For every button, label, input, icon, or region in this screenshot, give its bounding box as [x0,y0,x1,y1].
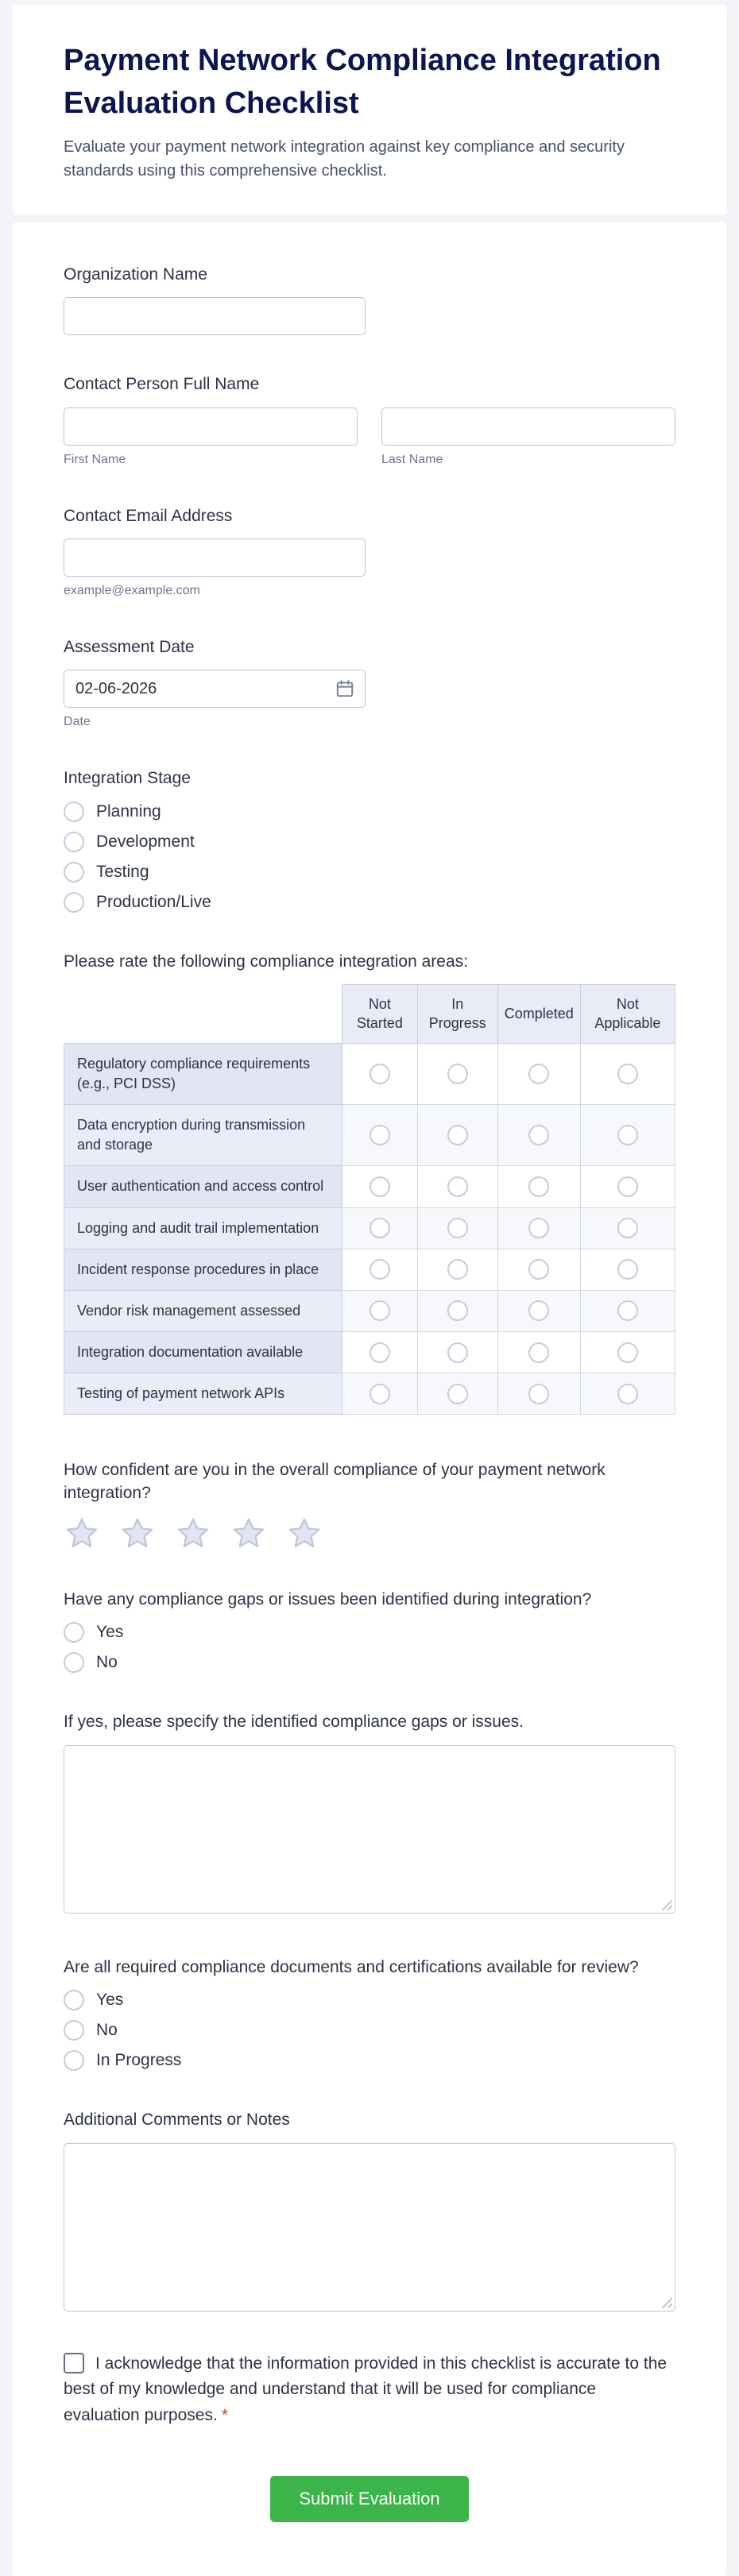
radio-option-yes[interactable] [64,1990,675,2010]
matrix-row-label: User authentication and access control [64,1166,342,1207]
matrix-radio[interactable] [617,1384,638,1404]
radio-option-label: In Progress [96,2051,182,2070]
matrix-radio[interactable] [528,1064,549,1084]
matrix-row-label: Vendor risk management assessed [64,1290,342,1331]
assessment-date-input[interactable] [64,670,366,708]
radio-option-planning[interactable] [64,801,675,822]
organization-name-input[interactable] [64,297,366,335]
star-icon[interactable] [230,1516,267,1551]
matrix-radio[interactable] [370,1176,390,1197]
contact-email-label: Contact Email Address [64,506,233,525]
contact-name-label: Contact Person Full Name [64,375,260,394]
matrix-radio[interactable] [528,1342,549,1363]
star-icon[interactable] [175,1516,211,1551]
matrix-col-header-completed: Completed [497,984,580,1043]
matrix-radio[interactable] [447,1384,468,1404]
radio-option-label: No [96,2021,118,2040]
required-asterisk: * [221,2405,228,2424]
matrix-radio[interactable] [370,1218,390,1238]
comments-textarea[interactable] [64,2143,675,2311]
matrix-row-label: Data encryption during transmission and storage [64,1104,342,1165]
calendar-icon[interactable] [335,678,355,699]
matrix-radio[interactable] [617,1176,638,1197]
gaps-identified-label: Have any compliance gaps or issues been identified during integration? [64,1590,592,1609]
star-icon[interactable] [119,1516,156,1551]
question-assessment-date [64,636,675,729]
matrix-radio[interactable] [447,1218,468,1238]
matrix-radio[interactable] [528,1125,549,1145]
radio-icon [64,892,84,913]
comments-label: Additional Comments or Notes [64,2111,290,2130]
radio-icon [64,862,84,882]
matrix-row-label: Regulatory compliance requirements (e.g., PCI DSS) [64,1043,342,1104]
form-title: Payment Network Compliance Integration Evaluation Checklist [64,44,661,120]
radio-option-label: Development [96,832,195,851]
matrix-radio[interactable] [370,1125,390,1145]
docs-available-label: Are all required compliance documents and certifications available for review? [64,1957,639,1976]
radio-option-label: Yes [96,1991,124,2010]
question-confidence-rating [64,1459,675,1551]
matrix-radio[interactable] [528,1384,549,1404]
radio-icon [64,1990,84,2010]
radio-icon [64,2050,84,2071]
matrix-radio[interactable] [370,1384,390,1404]
question-contact-email [64,505,675,598]
contact-email-input[interactable] [64,539,366,577]
radio-option-testing[interactable] [64,862,675,882]
matrix-radio[interactable] [617,1064,638,1084]
form-body [13,222,726,2576]
matrix-col-header-not-started: Not Started [342,984,418,1043]
matrix-row-authentication [64,1166,675,1207]
question-contact-name [64,373,675,466]
matrix-col-header-in-progress: In Progress [417,984,497,1043]
form-subtitle: Evaluate your payment network integration against key compliance and security standards using this comprehensive checklist. [64,137,625,180]
first-name-input[interactable] [64,407,358,446]
question-organization-name [64,264,675,335]
matrix-radio[interactable] [617,1300,638,1321]
matrix-row-vendor-risk [64,1290,675,1331]
first-name-sublabel: First Name [64,452,126,466]
radio-option-yes[interactable] [64,1622,675,1643]
radio-option-label: Testing [96,862,149,881]
star-icon[interactable] [64,1516,100,1551]
matrix-radio[interactable] [370,1064,390,1084]
question-integration-stage [64,767,675,912]
confidence-rating-label: How confident are you in the overall compliance of your payment network integration? [64,1461,606,1502]
matrix-radio[interactable] [617,1218,638,1238]
compliance-matrix-label: Please rate the following compliance integration areas: [64,952,468,971]
submit-row [64,2476,675,2522]
contact-email-sublabel: example@example.com [64,583,200,597]
matrix-radio[interactable] [617,1259,638,1280]
matrix-radio[interactable] [447,1125,468,1145]
radio-option-development[interactable] [64,832,675,852]
matrix-radio[interactable] [617,1125,638,1145]
matrix-radio[interactable] [447,1176,468,1197]
radio-icon [64,1622,84,1643]
radio-option-label: Yes [96,1623,124,1642]
radio-option-in-progress[interactable] [64,2050,675,2071]
submit-button[interactable]: Submit Evaluation [270,2476,468,2522]
matrix-radio[interactable] [528,1176,549,1197]
matrix-radio[interactable] [370,1300,390,1321]
gaps-detail-textarea[interactable] [64,1745,675,1914]
matrix-row-incident-response [64,1249,675,1290]
matrix-radio[interactable] [447,1300,468,1321]
radio-icon [64,832,84,852]
question-docs-available [64,1956,675,2071]
question-gaps-detail [64,1711,675,1913]
matrix-radio[interactable] [617,1342,638,1363]
assessment-date-label: Assessment Date [64,637,195,656]
gaps-detail-label: If yes, please specify the identified compliance gaps or issues. [64,1713,524,1732]
assessment-date-sublabel: Date [64,715,91,729]
last-name-sublabel: Last Name [381,452,443,466]
compliance-matrix [64,984,675,1415]
radio-icon [64,1652,84,1673]
radio-option-label: Production/Live [96,892,211,911]
star-icon[interactable] [286,1516,323,1551]
matrix-corner-cell [64,984,342,1043]
matrix-radio[interactable] [528,1218,549,1238]
radio-option-no[interactable] [64,1652,675,1673]
matrix-row-api-testing [64,1373,675,1415]
organization-name-label: Organization Name [64,265,207,284]
radio-icon [64,2020,84,2041]
matrix-row-label: Testing of payment network APIs [64,1373,342,1415]
matrix-radio[interactable] [528,1300,549,1321]
matrix-radio[interactable] [447,1342,468,1363]
star-rating [64,1516,675,1551]
radio-option-label: Planning [96,801,161,821]
matrix-radio[interactable] [370,1342,390,1363]
last-name-input[interactable] [381,407,675,446]
radio-icon [64,801,84,822]
matrix-radio[interactable] [370,1259,390,1280]
matrix-row-regulatory [64,1043,675,1104]
radio-option-production-live[interactable] [64,892,675,913]
matrix-col-header-not-applicable: Not Applicable [580,984,675,1043]
question-gaps-identified [64,1589,675,1673]
matrix-row-documentation [64,1332,675,1373]
acknowledgement-checkbox[interactable] [64,2353,84,2373]
integration-stage-label: Integration Stage [64,769,191,788]
matrix-radio[interactable] [447,1064,468,1084]
matrix-radio[interactable] [528,1259,549,1280]
matrix-row-logging [64,1207,675,1249]
matrix-row-label: Incident response procedures in place [64,1249,342,1290]
matrix-row-label: Integration documentation available [64,1332,342,1373]
matrix-row-label: Logging and audit trail implementation [64,1207,342,1249]
question-compliance-matrix [64,951,675,1415]
matrix-row-encryption [64,1104,675,1165]
matrix-radio[interactable] [447,1259,468,1280]
question-comments [64,2109,675,2311]
form-header [13,5,726,214]
radio-option-no[interactable] [64,2020,675,2041]
radio-option-label: No [96,1653,118,1672]
acknowledgement-text: I acknowledge that the information provided in this checklist is accurate to the best of my knowledge and understand that it will be used for compliance evaluation purposes. [64,2354,667,2424]
acknowledgement [64,2351,675,2429]
